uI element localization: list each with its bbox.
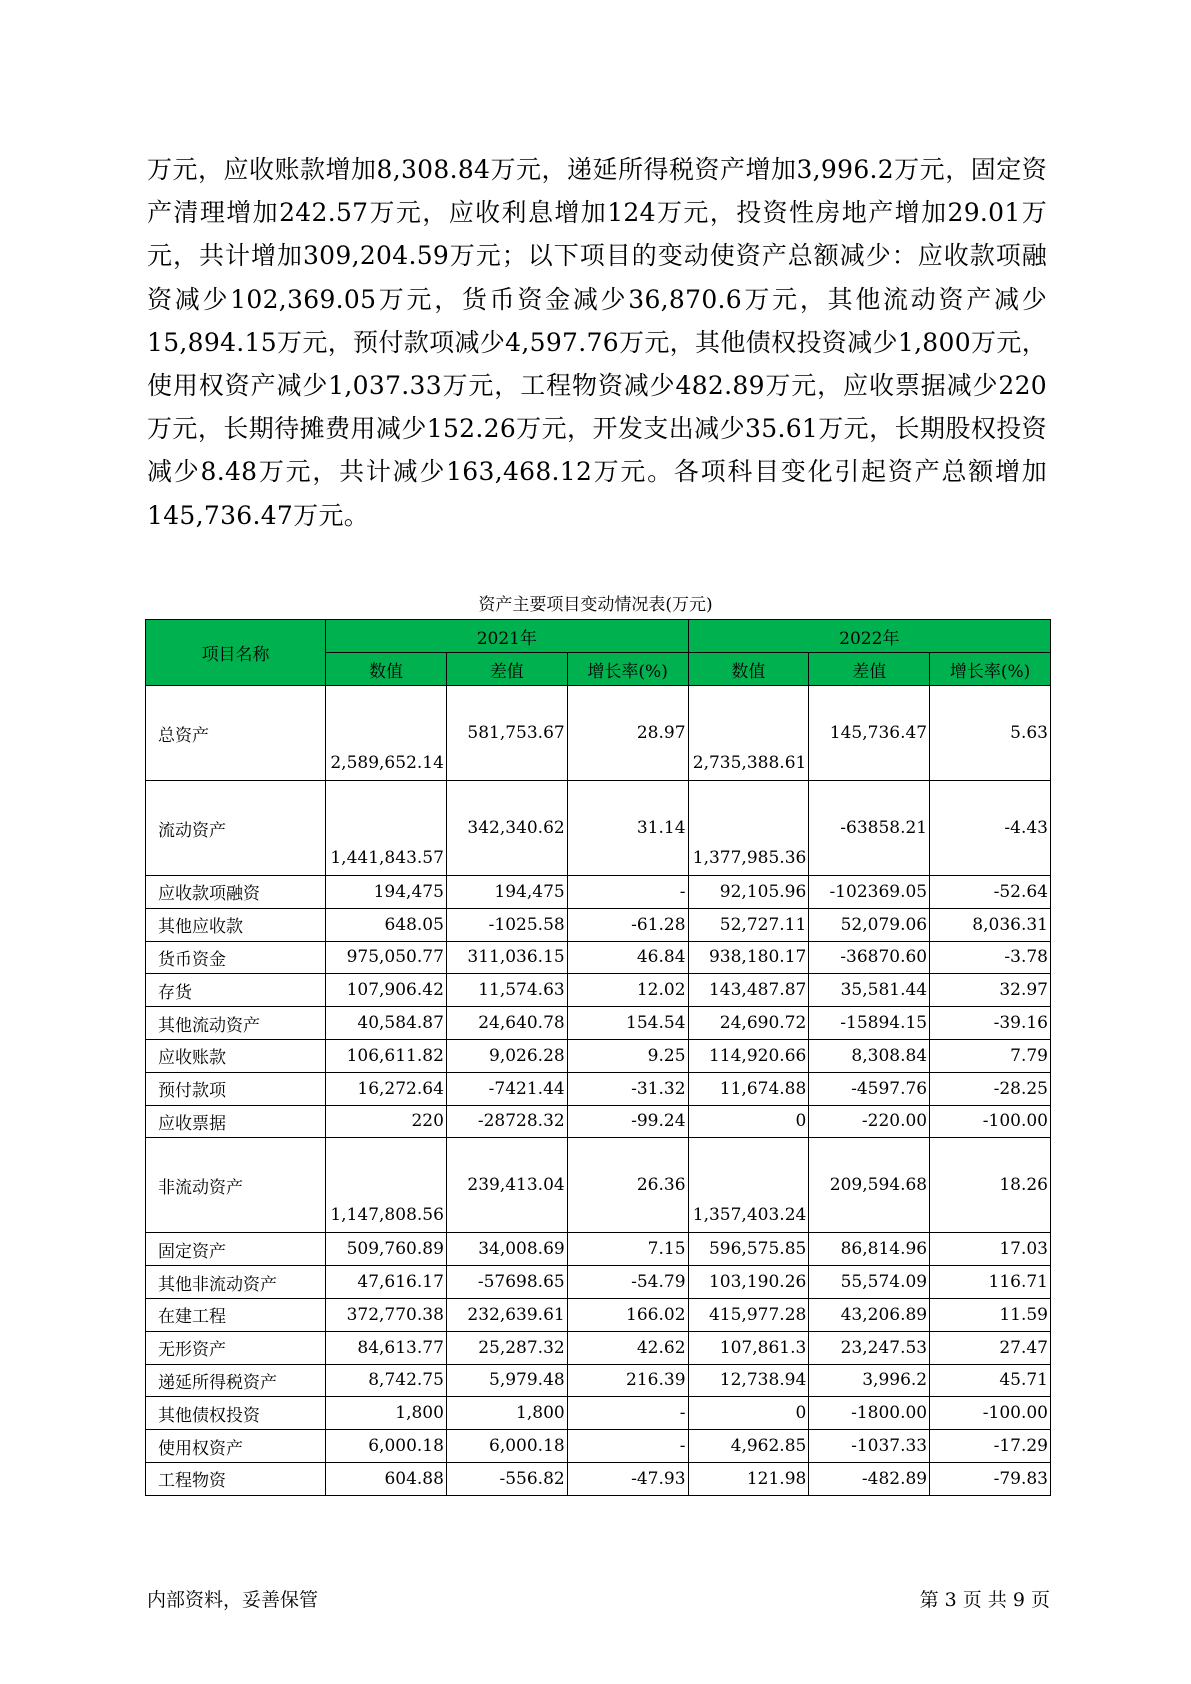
cell-value-2022: 52,727.11 bbox=[688, 908, 809, 941]
row-item-name: 预付款项 bbox=[146, 1072, 326, 1105]
table-body bbox=[146, 686, 1051, 1496]
cell-diff-2021: 9,026.28 bbox=[446, 1039, 567, 1072]
cell-value-2021: 648.05 bbox=[326, 908, 447, 941]
cell-diff-2022: 86,814.96 bbox=[809, 1233, 930, 1266]
cell-value-2022: 415,977.28 bbox=[688, 1298, 809, 1331]
cell-rate-2021: 28.97 bbox=[567, 686, 688, 781]
cell-value-2022: 114,920.66 bbox=[688, 1039, 809, 1072]
cell-rate-2021: -54.79 bbox=[567, 1266, 688, 1299]
cell-diff-2021: 1,800 bbox=[446, 1397, 567, 1430]
row-item-name: 无形资产 bbox=[146, 1331, 326, 1364]
cell-rate-2021: 31.14 bbox=[567, 781, 688, 876]
cell-diff-2021: -57698.65 bbox=[446, 1266, 567, 1299]
cell-diff-2022: -482.89 bbox=[809, 1462, 930, 1495]
cell-value-2021: 6,000.18 bbox=[326, 1430, 447, 1463]
cell-rate-2021: 216.39 bbox=[567, 1364, 688, 1397]
cell-rate-2022: -39.16 bbox=[930, 1007, 1051, 1040]
asset-change-table bbox=[145, 619, 1051, 1496]
cell-rate-2021: - bbox=[567, 1397, 688, 1430]
cell-diff-2021: 581,753.67 bbox=[446, 686, 567, 781]
cell-diff-2022: 23,247.53 bbox=[809, 1331, 930, 1364]
cell-diff-2022: 55,574.09 bbox=[809, 1266, 930, 1299]
cell-rate-2021: 7.15 bbox=[567, 1233, 688, 1266]
header-diff-2022: 差值 bbox=[809, 653, 930, 686]
cell-value-2022: 107,861.3 bbox=[688, 1331, 809, 1364]
cell-rate-2021: 9.25 bbox=[567, 1039, 688, 1072]
table-row bbox=[146, 1462, 1051, 1495]
cell-diff-2022: -1800.00 bbox=[809, 1397, 930, 1430]
row-item-name: 货币资金 bbox=[146, 941, 326, 974]
cell-value-2021: 1,147,808.56 bbox=[326, 1138, 447, 1233]
cell-diff-2022: -220.00 bbox=[809, 1105, 930, 1138]
cell-rate-2021: 46.84 bbox=[567, 941, 688, 974]
cell-diff-2022: -4597.76 bbox=[809, 1072, 930, 1105]
cell-diff-2022: -15894.15 bbox=[809, 1007, 930, 1040]
header-item-name: 项目名称 bbox=[146, 620, 326, 686]
cell-value-2022: 4,962.85 bbox=[688, 1430, 809, 1463]
cell-value-2022: 12,738.94 bbox=[688, 1364, 809, 1397]
row-item-name: 总资产 bbox=[146, 686, 326, 781]
cell-diff-2022: 209,594.68 bbox=[809, 1138, 930, 1233]
cell-diff-2021: 311,036.15 bbox=[446, 941, 567, 974]
row-item-name: 在建工程 bbox=[146, 1298, 326, 1331]
cell-value-2022: 121.98 bbox=[688, 1462, 809, 1495]
cell-rate-2021: -31.32 bbox=[567, 1072, 688, 1105]
body-paragraph: 万元，应收账款增加8,308.84万元，递延所得税资产增加3,996.2万元，固定资产清理增加242.57万元，应收利息增加124万元，投资性房地产增加29.01万元，共计增加309,204.59万元；以下项目的变动使资产总额减少：应收款项融资减少102,369.05万元，货币资金减少36,870.6万元，其他流动资产减少15,894.15万元，预付款项减少4,597.76万元，其他债权投资减少1,800万元，使用权资产减少1,037.33万元，工程物资减少482.89万元，应收票据减少220万元，长期待摊费用减少152.26万元，开发支出减少35.61万元，长期股权投资减少8.48万元，共计减少163,468.12万元。各项科目变化引起资产总额增加145,736.47万元。 bbox=[147, 155, 1047, 530]
cell-diff-2021: -7421.44 bbox=[446, 1072, 567, 1105]
table-row bbox=[146, 1105, 1051, 1138]
cell-value-2022: 596,575.85 bbox=[688, 1233, 809, 1266]
cell-value-2021: 107,906.42 bbox=[326, 974, 447, 1007]
cell-rate-2022: 45.71 bbox=[930, 1364, 1051, 1397]
footer-page-number: 第 3 页 共 9 页 bbox=[919, 1589, 1050, 1611]
cell-rate-2021: -47.93 bbox=[567, 1462, 688, 1495]
table-row bbox=[146, 781, 1051, 876]
cell-diff-2021: 232,639.61 bbox=[446, 1298, 567, 1331]
header-value-2022: 数值 bbox=[688, 653, 809, 686]
cell-rate-2021: 154.54 bbox=[567, 1007, 688, 1040]
cell-value-2022: 143,487.87 bbox=[688, 974, 809, 1007]
cell-diff-2021: 11,574.63 bbox=[446, 974, 567, 1007]
header-diff-2021: 差值 bbox=[446, 653, 567, 686]
footer-confidential-note: 内部资料，妥善保管 bbox=[147, 1589, 319, 1611]
cell-diff-2022: 52,079.06 bbox=[809, 908, 930, 941]
cell-rate-2022: 7.79 bbox=[930, 1039, 1051, 1072]
cell-value-2021: 975,050.77 bbox=[326, 941, 447, 974]
row-item-name: 其他债权投资 bbox=[146, 1397, 326, 1430]
cell-rate-2022: -52.64 bbox=[930, 876, 1051, 909]
table-row bbox=[146, 686, 1051, 781]
cell-diff-2021: -556.82 bbox=[446, 1462, 567, 1495]
cell-value-2021: 84,613.77 bbox=[326, 1331, 447, 1364]
cell-diff-2022: -1037.33 bbox=[809, 1430, 930, 1463]
cell-diff-2021: 5,979.48 bbox=[446, 1364, 567, 1397]
table-caption: 资产主要项目变动情况表(万元) bbox=[478, 595, 713, 615]
row-item-name: 递延所得税资产 bbox=[146, 1364, 326, 1397]
header-year-2022: 2022年 bbox=[688, 620, 1050, 653]
cell-rate-2021: -61.28 bbox=[567, 908, 688, 941]
cell-rate-2021: 12.02 bbox=[567, 974, 688, 1007]
cell-diff-2022: 35,581.44 bbox=[809, 974, 930, 1007]
table-row bbox=[146, 1397, 1051, 1430]
cell-diff-2022: -102369.05 bbox=[809, 876, 930, 909]
cell-diff-2022: -36870.60 bbox=[809, 941, 930, 974]
cell-diff-2021: -28728.32 bbox=[446, 1105, 567, 1138]
row-item-name: 工程物资 bbox=[146, 1462, 326, 1495]
cell-value-2022: 11,674.88 bbox=[688, 1072, 809, 1105]
cell-diff-2022: 3,996.2 bbox=[809, 1364, 930, 1397]
cell-value-2021: 16,272.64 bbox=[326, 1072, 447, 1105]
cell-value-2021: 8,742.75 bbox=[326, 1364, 447, 1397]
cell-rate-2022: 116.71 bbox=[930, 1266, 1051, 1299]
cell-value-2021: 106,611.82 bbox=[326, 1039, 447, 1072]
cell-rate-2022: 27.47 bbox=[930, 1331, 1051, 1364]
cell-rate-2021: -99.24 bbox=[567, 1105, 688, 1138]
table-row bbox=[146, 1233, 1051, 1266]
cell-diff-2021: 194,475 bbox=[446, 876, 567, 909]
cell-diff-2022: 43,206.89 bbox=[809, 1298, 930, 1331]
cell-rate-2022: 5.63 bbox=[930, 686, 1051, 781]
cell-value-2021: 1,441,843.57 bbox=[326, 781, 447, 876]
table-row bbox=[146, 1039, 1051, 1072]
cell-value-2022: 1,357,403.24 bbox=[688, 1138, 809, 1233]
table-row bbox=[146, 941, 1051, 974]
cell-value-2021: 509,760.89 bbox=[326, 1233, 447, 1266]
row-item-name: 其他流动资产 bbox=[146, 1007, 326, 1040]
table-row bbox=[146, 1266, 1051, 1299]
cell-value-2021: 1,800 bbox=[326, 1397, 447, 1430]
cell-value-2021: 40,584.87 bbox=[326, 1007, 447, 1040]
header-value-2021: 数值 bbox=[326, 653, 447, 686]
cell-diff-2022: -63858.21 bbox=[809, 781, 930, 876]
table-row bbox=[146, 876, 1051, 909]
cell-value-2022: 2,735,388.61 bbox=[688, 686, 809, 781]
cell-diff-2021: 239,413.04 bbox=[446, 1138, 567, 1233]
cell-value-2021: 604.88 bbox=[326, 1462, 447, 1495]
cell-rate-2022: -79.83 bbox=[930, 1462, 1051, 1495]
cell-rate-2022: 17.03 bbox=[930, 1233, 1051, 1266]
row-item-name: 存货 bbox=[146, 974, 326, 1007]
cell-value-2021: 220 bbox=[326, 1105, 447, 1138]
cell-diff-2021: -1025.58 bbox=[446, 908, 567, 941]
row-item-name: 其他非流动资产 bbox=[146, 1266, 326, 1299]
cell-value-2022: 24,690.72 bbox=[688, 1007, 809, 1040]
header-rate-2022: 增长率(%) bbox=[930, 653, 1051, 686]
cell-rate-2022: 11.59 bbox=[930, 1298, 1051, 1331]
cell-rate-2022: -100.00 bbox=[930, 1105, 1051, 1138]
cell-diff-2022: 8,308.84 bbox=[809, 1039, 930, 1072]
cell-value-2021: 47,616.17 bbox=[326, 1266, 447, 1299]
cell-value-2022: 0 bbox=[688, 1397, 809, 1430]
table-row bbox=[146, 1331, 1051, 1364]
cell-value-2021: 194,475 bbox=[326, 876, 447, 909]
cell-diff-2021: 342,340.62 bbox=[446, 781, 567, 876]
cell-value-2022: 938,180.17 bbox=[688, 941, 809, 974]
cell-rate-2022: -17.29 bbox=[930, 1430, 1051, 1463]
cell-diff-2021: 24,640.78 bbox=[446, 1007, 567, 1040]
cell-rate-2022: 18.26 bbox=[930, 1138, 1051, 1233]
cell-value-2022: 1,377,985.36 bbox=[688, 781, 809, 876]
cell-rate-2021: 166.02 bbox=[567, 1298, 688, 1331]
cell-value-2021: 372,770.38 bbox=[326, 1298, 447, 1331]
cell-rate-2021: - bbox=[567, 876, 688, 909]
row-item-name: 应收票据 bbox=[146, 1105, 326, 1138]
table-row bbox=[146, 908, 1051, 941]
header-rate-2021: 增长率(%) bbox=[567, 653, 688, 686]
cell-value-2022: 103,190.26 bbox=[688, 1266, 809, 1299]
row-item-name: 固定资产 bbox=[146, 1233, 326, 1266]
row-item-name: 应收款项融资 bbox=[146, 876, 326, 909]
table-row bbox=[146, 1364, 1051, 1397]
cell-rate-2022: -4.43 bbox=[930, 781, 1051, 876]
cell-rate-2022: -3.78 bbox=[930, 941, 1051, 974]
cell-rate-2021: 26.36 bbox=[567, 1138, 688, 1233]
row-item-name: 使用权资产 bbox=[146, 1430, 326, 1463]
cell-diff-2021: 25,287.32 bbox=[446, 1331, 567, 1364]
cell-value-2022: 0 bbox=[688, 1105, 809, 1138]
cell-rate-2022: -28.25 bbox=[930, 1072, 1051, 1105]
cell-rate-2022: 32.97 bbox=[930, 974, 1051, 1007]
row-item-name: 非流动资产 bbox=[146, 1138, 326, 1233]
table-row bbox=[146, 1072, 1051, 1105]
header-year-2021: 2021年 bbox=[326, 620, 688, 653]
table-row bbox=[146, 1430, 1051, 1463]
cell-value-2021: 2,589,652.14 bbox=[326, 686, 447, 781]
table-row bbox=[146, 1138, 1051, 1233]
cell-rate-2021: - bbox=[567, 1430, 688, 1463]
table-row bbox=[146, 974, 1051, 1007]
row-item-name: 其他应收款 bbox=[146, 908, 326, 941]
row-item-name: 应收账款 bbox=[146, 1039, 326, 1072]
row-item-name: 流动资产 bbox=[146, 781, 326, 876]
cell-diff-2022: 145,736.47 bbox=[809, 686, 930, 781]
cell-diff-2021: 6,000.18 bbox=[446, 1430, 567, 1463]
cell-diff-2021: 34,008.69 bbox=[446, 1233, 567, 1266]
table-row bbox=[146, 1298, 1051, 1331]
table-row bbox=[146, 1007, 1051, 1040]
cell-rate-2022: 8,036.31 bbox=[930, 908, 1051, 941]
cell-rate-2022: -100.00 bbox=[930, 1397, 1051, 1430]
cell-rate-2021: 42.62 bbox=[567, 1331, 688, 1364]
cell-value-2022: 92,105.96 bbox=[688, 876, 809, 909]
